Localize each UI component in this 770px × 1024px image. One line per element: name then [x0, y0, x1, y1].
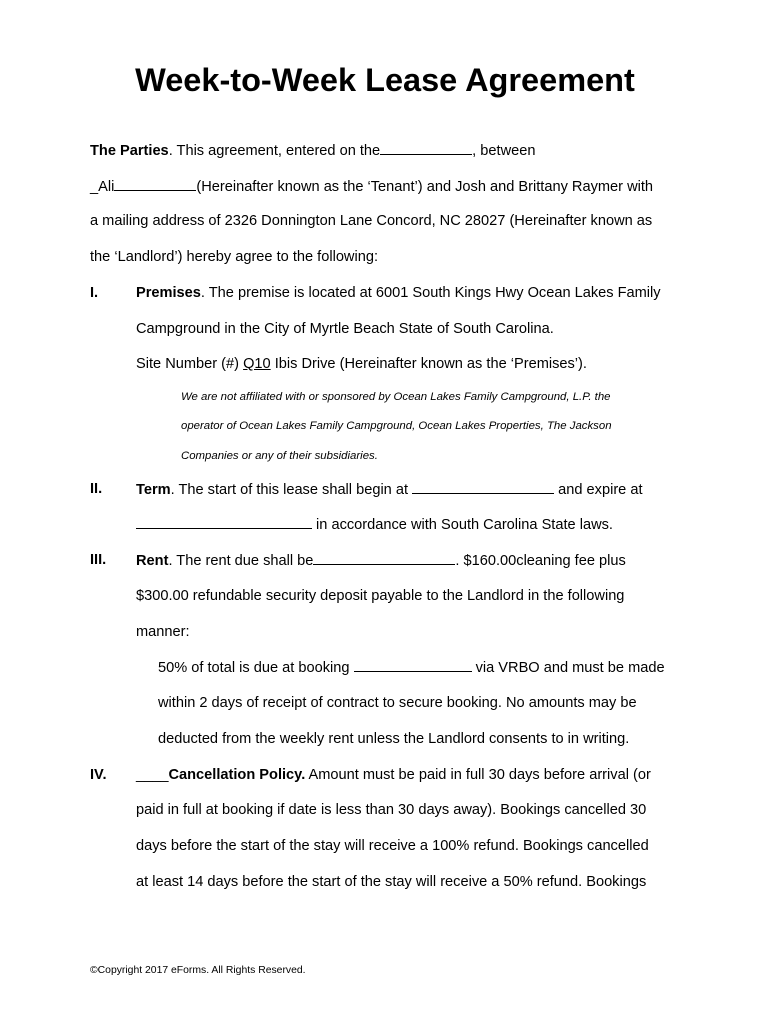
booking-amount-blank[interactable] [354, 659, 472, 672]
parties-label: The Parties [90, 143, 169, 159]
premises-line-1: Premises. The premise is located at 6001 South Kings Hwy Ocean Lakes Family [136, 285, 661, 301]
term-line-2: in accordance with South Carolina State laws. [136, 516, 613, 533]
rent-line-5: within 2 days of receipt of contract to secure booking. No amounts may be [158, 695, 637, 711]
term-line-1: Term. The start of this lease shall begin at and expire at [136, 482, 643, 498]
rent-line-4: 50% of total is due at booking via VRBO and must be made [158, 660, 665, 676]
rent-label: Rent [136, 553, 169, 569]
rent-line-3: manner: [136, 624, 190, 640]
term-start-blank[interactable] [412, 481, 554, 494]
disclaimer-line-3: Companies or any of their subsidiaries. [181, 450, 378, 462]
parties-line-4: the ‘Landlord’) hereby agree to the following: [90, 249, 379, 265]
term-end-blank[interactable] [136, 516, 312, 529]
cancellation-label: Cancellation Policy. [168, 767, 306, 783]
site-number-line: Site Number (#) Q10 Ibis Drive (Hereinafter known as the ‘Premises’). [136, 356, 587, 372]
site-number-value: Q10 [243, 356, 271, 372]
section-number-term: II. [90, 481, 103, 497]
section-number-rent: III. [90, 552, 107, 568]
document-title: Week-to-Week Lease Agreement [135, 62, 635, 98]
cancellation-initial-blank[interactable]: ____ [136, 767, 169, 783]
copyright-footer: ©Copyright 2017 eForms. All Rights Reserved. [90, 965, 306, 976]
agreement-date-blank[interactable] [380, 142, 472, 155]
cancellation-line-1: ____Cancellation Policy. Amount must be paid in full 30 days before arrival (or [136, 767, 651, 783]
parties-line-2: _Ali (Hereinafter known as the ‘Tenant’) and Josh and Brittany Raymer with [90, 179, 654, 195]
tenant-name: _Ali [90, 179, 115, 195]
rent-line-6: deducted from the weekly rent unless the Landlord consents to in writing. [158, 731, 630, 747]
rent-line-1: Rent. The rent due shall be . $160.00cleaning fee plus [136, 553, 626, 569]
rent-amount-blank[interactable] [313, 552, 455, 565]
parties-line-1: The Parties. This agreement, entered on the , between [90, 143, 536, 159]
parties-line-3: a mailing address of 2326 Donnington Lane Concord, NC 28027 (Hereinafter known as [90, 213, 653, 229]
premises-label: Premises [136, 285, 201, 301]
premises-line-2: Campground in the City of Myrtle Beach State of South Carolina. [136, 321, 554, 337]
section-number-cancellation: IV. [90, 767, 107, 783]
term-label: Term [136, 482, 171, 498]
tenant-name-blank[interactable] [114, 178, 196, 191]
section-number-premises: I. [90, 285, 99, 301]
disclaimer-line-2: operator of Ocean Lakes Family Campground, Ocean Lakes Properties, The Jackson [181, 420, 612, 432]
rent-line-2: $300.00 refundable security deposit payable to the Landlord in the following [136, 588, 625, 604]
disclaimer-line-1: We are not affiliated with or sponsored by Ocean Lakes Family Campground, L.P. the [181, 391, 611, 403]
cancellation-line-3: days before the start of the stay will receive a 100% refund. Bookings cancelled [136, 838, 649, 854]
cancellation-line-4: at least 14 days before the start of the stay will receive a 50% refund. Bookings [136, 874, 647, 890]
cancellation-line-2: paid in full at booking if date is less than 30 days away). Bookings cancelled 30 [136, 802, 647, 818]
